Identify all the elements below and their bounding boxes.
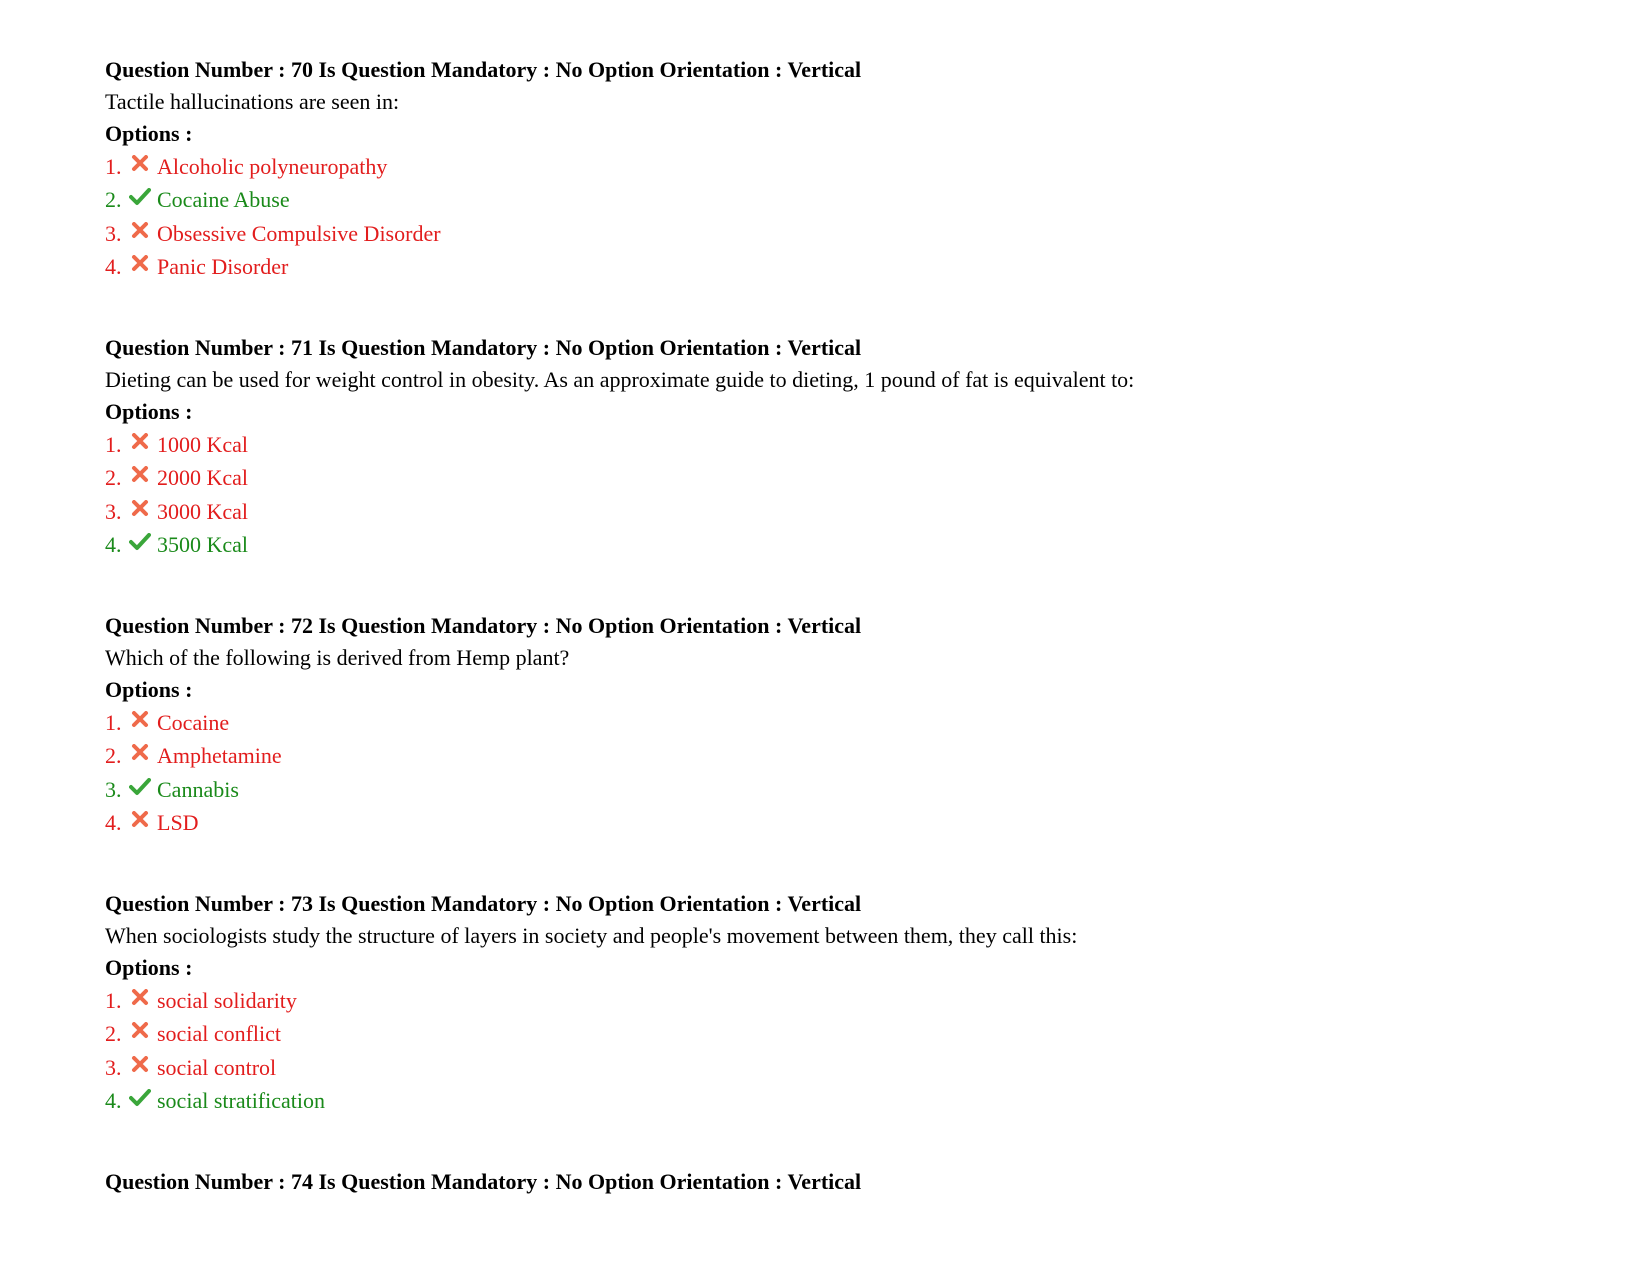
option-label: 2000 Kcal xyxy=(157,465,249,490)
option-number: 4. xyxy=(105,532,122,557)
option-number: 3. xyxy=(105,499,122,524)
option-number: 2. xyxy=(105,187,122,212)
option-label: Amphetamine xyxy=(157,743,282,768)
option-number: 4. xyxy=(105,254,122,279)
check-icon xyxy=(129,188,151,206)
option-label: Alcoholic polyneuropathy xyxy=(157,154,388,179)
option-number: 4. xyxy=(105,1088,122,1113)
option-number: 3. xyxy=(105,1055,122,1080)
cross-icon xyxy=(129,466,151,484)
option-label: Panic Disorder xyxy=(157,254,289,279)
option-label: Cocaine xyxy=(157,710,230,735)
option-number: 1. xyxy=(105,154,122,179)
options-label: Options : xyxy=(105,399,193,424)
option-number: 3. xyxy=(105,777,122,802)
cross-icon xyxy=(129,744,151,762)
cross-icon xyxy=(129,1056,151,1074)
question-header: Question Number : 72 Is Question Mandatory : No Option Orientation : Vertical xyxy=(105,613,862,638)
question-text: Which of the following is derived from Hemp plant? xyxy=(105,645,570,670)
option-number: 2. xyxy=(105,1021,122,1046)
check-icon xyxy=(129,1089,151,1107)
cross-icon xyxy=(129,811,151,829)
question-header: Question Number : 71 Is Question Mandatory : No Option Orientation : Vertical xyxy=(105,335,862,360)
option-label: Obsessive Compulsive Disorder xyxy=(157,221,441,246)
option-label: 3500 Kcal xyxy=(157,532,249,557)
option-label: 1000 Kcal xyxy=(157,432,249,457)
option-label: 3000 Kcal xyxy=(157,499,249,524)
question-header: Question Number : 70 Is Question Mandatory : No Option Orientation : Vertical xyxy=(105,57,862,82)
question-header: Question Number : 74 Is Question Mandatory : No Option Orientation : Vertical xyxy=(105,1169,862,1194)
cross-icon xyxy=(129,155,151,173)
cross-icon xyxy=(129,255,151,273)
cross-icon xyxy=(129,222,151,240)
cross-icon xyxy=(129,500,151,518)
option-label: LSD xyxy=(157,810,199,835)
option-label: social stratification xyxy=(157,1088,325,1113)
option-number: 1. xyxy=(105,988,122,1013)
option-number: 1. xyxy=(105,710,122,735)
question-text: When sociologists study the structure of layers in society and people's movement between them, they call this: xyxy=(105,923,1078,948)
option-number: 1. xyxy=(105,432,122,457)
option-label: social control xyxy=(157,1055,277,1080)
cross-icon xyxy=(129,989,151,1007)
options-label: Options : xyxy=(105,955,193,980)
question-header: Question Number : 73 Is Question Mandatory : No Option Orientation : Vertical xyxy=(105,891,862,916)
option-label: social conflict xyxy=(157,1021,282,1046)
option-label: social solidarity xyxy=(157,988,297,1013)
options-label: Options : xyxy=(105,677,193,702)
cross-icon xyxy=(129,711,151,729)
option-number: 3. xyxy=(105,221,122,246)
option-label: Cocaine Abuse xyxy=(157,187,290,212)
option-number: 2. xyxy=(105,743,122,768)
question-text: Dieting can be used for weight control in obesity. As an approximate guide to dieting, 1 pound of fat is equivalent to: xyxy=(105,367,1135,392)
check-icon xyxy=(129,778,151,796)
option-number: 4. xyxy=(105,810,122,835)
check-icon xyxy=(129,533,151,551)
options-label: Options : xyxy=(105,121,193,146)
option-label: Cannabis xyxy=(157,777,239,802)
option-number: 2. xyxy=(105,465,122,490)
cross-icon xyxy=(129,433,151,451)
question-text: Tactile hallucinations are seen in: xyxy=(105,89,400,114)
cross-icon xyxy=(129,1022,151,1040)
